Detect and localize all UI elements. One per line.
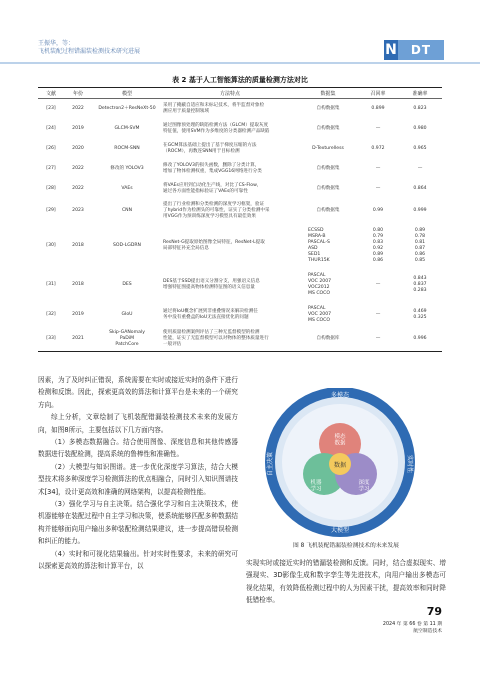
cell-dataset: ECSSD MSRA-B PASCAL-S ASD SED1 THUR15K bbox=[308, 227, 330, 263]
right-column bbox=[246, 557, 446, 607]
cell-model: 修改的 YOLOV3 bbox=[110, 165, 144, 171]
cell-year: 2020 bbox=[72, 145, 84, 151]
cell-acc: 0.996 bbox=[398, 328, 442, 352]
cell-desc: 通过将IoU概念扩展到非重叠情况来解决检测任 务中没有重叠盒的IoU无法直接优化的问题 bbox=[163, 308, 258, 320]
cell-recall: — bbox=[375, 311, 381, 317]
cell-year: 2018 bbox=[72, 281, 84, 287]
cell-ref: [30] bbox=[46, 242, 56, 248]
cell-ref: [26] bbox=[46, 145, 56, 151]
cell-model: GIoU bbox=[121, 311, 133, 317]
cell-ref: [27] bbox=[46, 165, 56, 171]
cell-dataset: 自构数据集 bbox=[316, 125, 340, 131]
cell-model: ROCM-SNN bbox=[114, 145, 140, 151]
cell-dataset: 自构数据集 bbox=[316, 105, 340, 111]
ring-label-right: 实时性 bbox=[406, 454, 413, 474]
ring-label-top: 多模态 bbox=[330, 392, 350, 399]
table-caption: 表 2 基于人工智能算法的质量检测方法对比 bbox=[172, 76, 308, 84]
cell-desc: 在GCM算法基础上提出了基于梯度压缩的方法 （ROCM），再数连SNN用于目标检测 bbox=[163, 142, 257, 154]
cell-model: GLCM-SVM bbox=[114, 125, 140, 131]
cell-ref: [28] bbox=[46, 185, 56, 191]
paragraph: （2）大模型与知识图谱。进一步优化深度学习算法，结合大模型技术将多种深度学习检测算法的优点相融合，同时引入知识图谱技术[34]，设计更高效和准确的网络架构，以提高检测性能。 bbox=[38, 462, 238, 496]
col-model: 模型 bbox=[92, 88, 162, 99]
left-column bbox=[38, 374, 238, 573]
table-header-row bbox=[38, 88, 442, 99]
comparison-table bbox=[38, 87, 442, 352]
col-desc: 方法特点 bbox=[162, 88, 298, 99]
page-number: 79 bbox=[426, 605, 442, 618]
paragraph: （1）多模态数据融合。结合使用图像、深度信息和其他传感器数据进行装配检测，提高系统的鲁棒性和准确性。 bbox=[38, 438, 238, 459]
cell-ref: [33] bbox=[38, 328, 64, 352]
cell-desc: 提出了行业检测和分类检测的深度学习框架，验证 了hybrid作为检测头的可靠性，证实了分类检测中采 用VGG作为预训练深度学习模型具有最佳效果 bbox=[163, 202, 270, 219]
future-trends-diagram bbox=[258, 388, 422, 538]
cell-acc: 0.999 bbox=[413, 208, 427, 213]
col-year: 年份 bbox=[64, 88, 92, 99]
cell-desc: 修改了YOLOV3的损失函数，删除了分类计算， 增加了物体检测权重，集成VGG16网络进行分类 bbox=[163, 162, 262, 174]
cell-model: DES bbox=[122, 281, 132, 287]
cell-ref: [24] bbox=[46, 125, 56, 131]
header-authors: 王振华，等： bbox=[38, 40, 75, 47]
cell-dataset: D-Texturelless bbox=[312, 145, 344, 151]
col-ref: 文献 bbox=[38, 88, 64, 99]
cell-desc: 使用质量检测案例评估了三种无监督模型的检测 性能，证实了无监督模型可以对物体的整体质量进行 一般评估 bbox=[162, 328, 298, 352]
cell-model: Detectron2＋ResNeXt-50 bbox=[98, 105, 156, 111]
paragraph: （3）强化学习与自主决策。结合强化学习和自主决策技术，使机器能够在装配过程中自主学习和决策，使系统能够匹配多种数据结构并能够面向用户输出多种装配检测结果建议，进一步提高错误检测和纠正的能力。 bbox=[38, 500, 238, 546]
cell-ref: [32] bbox=[46, 311, 56, 317]
figure-caption: 图 8 飞机装配错漏装检测技术的未来发展 bbox=[293, 543, 399, 549]
cell-dataset: 自构数据库 bbox=[298, 328, 358, 352]
cell-model: Skip-GANomaly PaDiM PatchCore bbox=[92, 328, 162, 352]
cell-desc: DES基于SSD提出语义分割分支，用强语义信息 增强特征图提高物体检测特征图的语义信息量 bbox=[163, 278, 260, 290]
ring-label-bottom: 大模型 bbox=[330, 527, 350, 534]
ring-label-left: 自主决策 bbox=[267, 451, 274, 477]
table-row bbox=[38, 302, 442, 328]
circle-label-right: 深度学习 bbox=[358, 480, 370, 493]
cell-dataset: PASCAL VOC 2007 VOC2012 MS COCO bbox=[308, 272, 332, 296]
cell-recall: — bbox=[375, 185, 381, 191]
col-dataset: 数据集 bbox=[298, 88, 358, 99]
journal-name: 航空制造技术 bbox=[413, 629, 442, 634]
cell-dataset: 自构数据集 bbox=[316, 208, 340, 213]
cell-desc: ResNet-G提取原始图像全局特征，ResNet-L提取 局部特征补充全局信息 bbox=[163, 239, 265, 251]
table-row bbox=[38, 268, 442, 302]
logo-dt: DT bbox=[398, 40, 444, 60]
cell-dataset: 自构数据集 bbox=[316, 185, 340, 191]
cell-year: 2022 bbox=[72, 185, 84, 191]
cell-year: 2018 bbox=[72, 242, 84, 248]
journal-logo bbox=[384, 40, 444, 60]
circle-label-left: 机器学习 bbox=[310, 480, 322, 493]
cell-model: CNN bbox=[121, 208, 133, 213]
paragraph: 综上分析，文章绘制了飞机装配错漏装检测技术未来的发展方向，如图8所示，主要包括以下几方面内容。 bbox=[38, 413, 238, 434]
paragraph: 因素，为了及时纠正错误，系统需要在实时或接近实时的条件下进行检测和反馈。因此，探索更高效的算法和计算平台是未来的一个研究方向。 bbox=[38, 376, 238, 409]
cell-recall: 0.80 0.79 0.83 0.92 0.89 0.86 bbox=[372, 227, 384, 263]
cell-year: 2022 bbox=[72, 165, 84, 171]
table-row bbox=[38, 224, 442, 268]
cell-recall: — bbox=[358, 328, 398, 352]
cell-acc: 0.823 bbox=[413, 105, 427, 111]
cell-recall: — bbox=[375, 125, 381, 131]
cell-desc: 将VAEs应用到自动化生产线，对比了CS-Flow， 通过各方面性能指标验证了VAEs的可靠性 bbox=[163, 182, 262, 194]
cell-acc: 0.843 0.837 0.283 bbox=[413, 275, 427, 293]
cell-ref: [29] bbox=[46, 208, 56, 213]
cell-year: 2023 bbox=[72, 208, 84, 213]
cell-recall: 0.972 bbox=[371, 145, 385, 151]
header-title: 飞机装配过程错漏装检测技术研究进展 bbox=[38, 48, 141, 55]
header-rule bbox=[0, 62, 480, 64]
cell-recall: 0.99 bbox=[372, 208, 384, 213]
table-row bbox=[38, 99, 442, 119]
cell-year: 2022 bbox=[72, 105, 84, 111]
table-row bbox=[38, 179, 442, 199]
cell-model: VAEs bbox=[121, 185, 133, 191]
table-row bbox=[38, 328, 442, 352]
issue-info: 2024 年 第 66 卷 第 11 期 bbox=[382, 622, 442, 627]
cell-recall: 0.899 bbox=[371, 105, 385, 111]
cell-acc: 0.965 bbox=[413, 145, 427, 151]
paragraph: （4）实时和可视化结果输出。针对实时性要求，未来的研究可以探索更高效的算法和计算平台，以 bbox=[38, 549, 238, 571]
cell-acc: 0.89 0.78 0.81 0.87 0.86 0.85 bbox=[414, 227, 426, 263]
table-row bbox=[38, 159, 442, 179]
logo-n: N bbox=[385, 42, 397, 58]
table-row bbox=[38, 139, 442, 159]
table-row bbox=[38, 199, 442, 224]
cell-year: 2019 bbox=[72, 125, 84, 131]
cell-year: 2019 bbox=[72, 311, 84, 317]
cell-acc: 0.864 bbox=[413, 185, 427, 191]
paragraph: 实现实时或接近实时的错漏装检测和反馈。同时，结合虚拟现实、增强现实、3D影像生成和数字孪生等先进技术，向用户输出多模态可视化结果，有效降低检测过程中的人为因素干扰，提高效率和同时降低错检率。 bbox=[246, 559, 446, 605]
cell-desc: 采用了掩蔽自适应和未标记技术，将半监督对象检 测应用于质量控制领域 bbox=[163, 102, 265, 114]
running-header bbox=[38, 40, 338, 56]
cell-dataset: PASCAL VOC 2007 MS COCO bbox=[308, 305, 332, 323]
cell-ref: [23] bbox=[46, 105, 56, 111]
table-row bbox=[38, 119, 442, 139]
cell-year: 2021 bbox=[64, 328, 92, 352]
cell-acc: 0.469 0.325 bbox=[413, 308, 427, 320]
cell-acc: 0.980 bbox=[413, 125, 427, 131]
col-acc: 准确率 bbox=[398, 88, 442, 99]
cell-model: SOD-LGDRN bbox=[112, 242, 141, 248]
cell-dataset: 自构数据集 bbox=[316, 165, 340, 171]
cell-acc: — bbox=[417, 165, 423, 171]
cell-recall: — bbox=[375, 281, 381, 287]
cell-recall: — bbox=[375, 165, 381, 171]
circle-label-top: 模态数据 bbox=[334, 434, 346, 447]
center-label: 数据 bbox=[333, 462, 347, 469]
cell-ref: [31] bbox=[46, 281, 56, 287]
col-recall: 召回率 bbox=[358, 88, 398, 99]
cell-desc: 通过图像预处理的缺陷检测方法（GLCM）提取灰度 特征值，使用SVM作为多维度的分类器检测产品缺陷 bbox=[163, 122, 270, 134]
